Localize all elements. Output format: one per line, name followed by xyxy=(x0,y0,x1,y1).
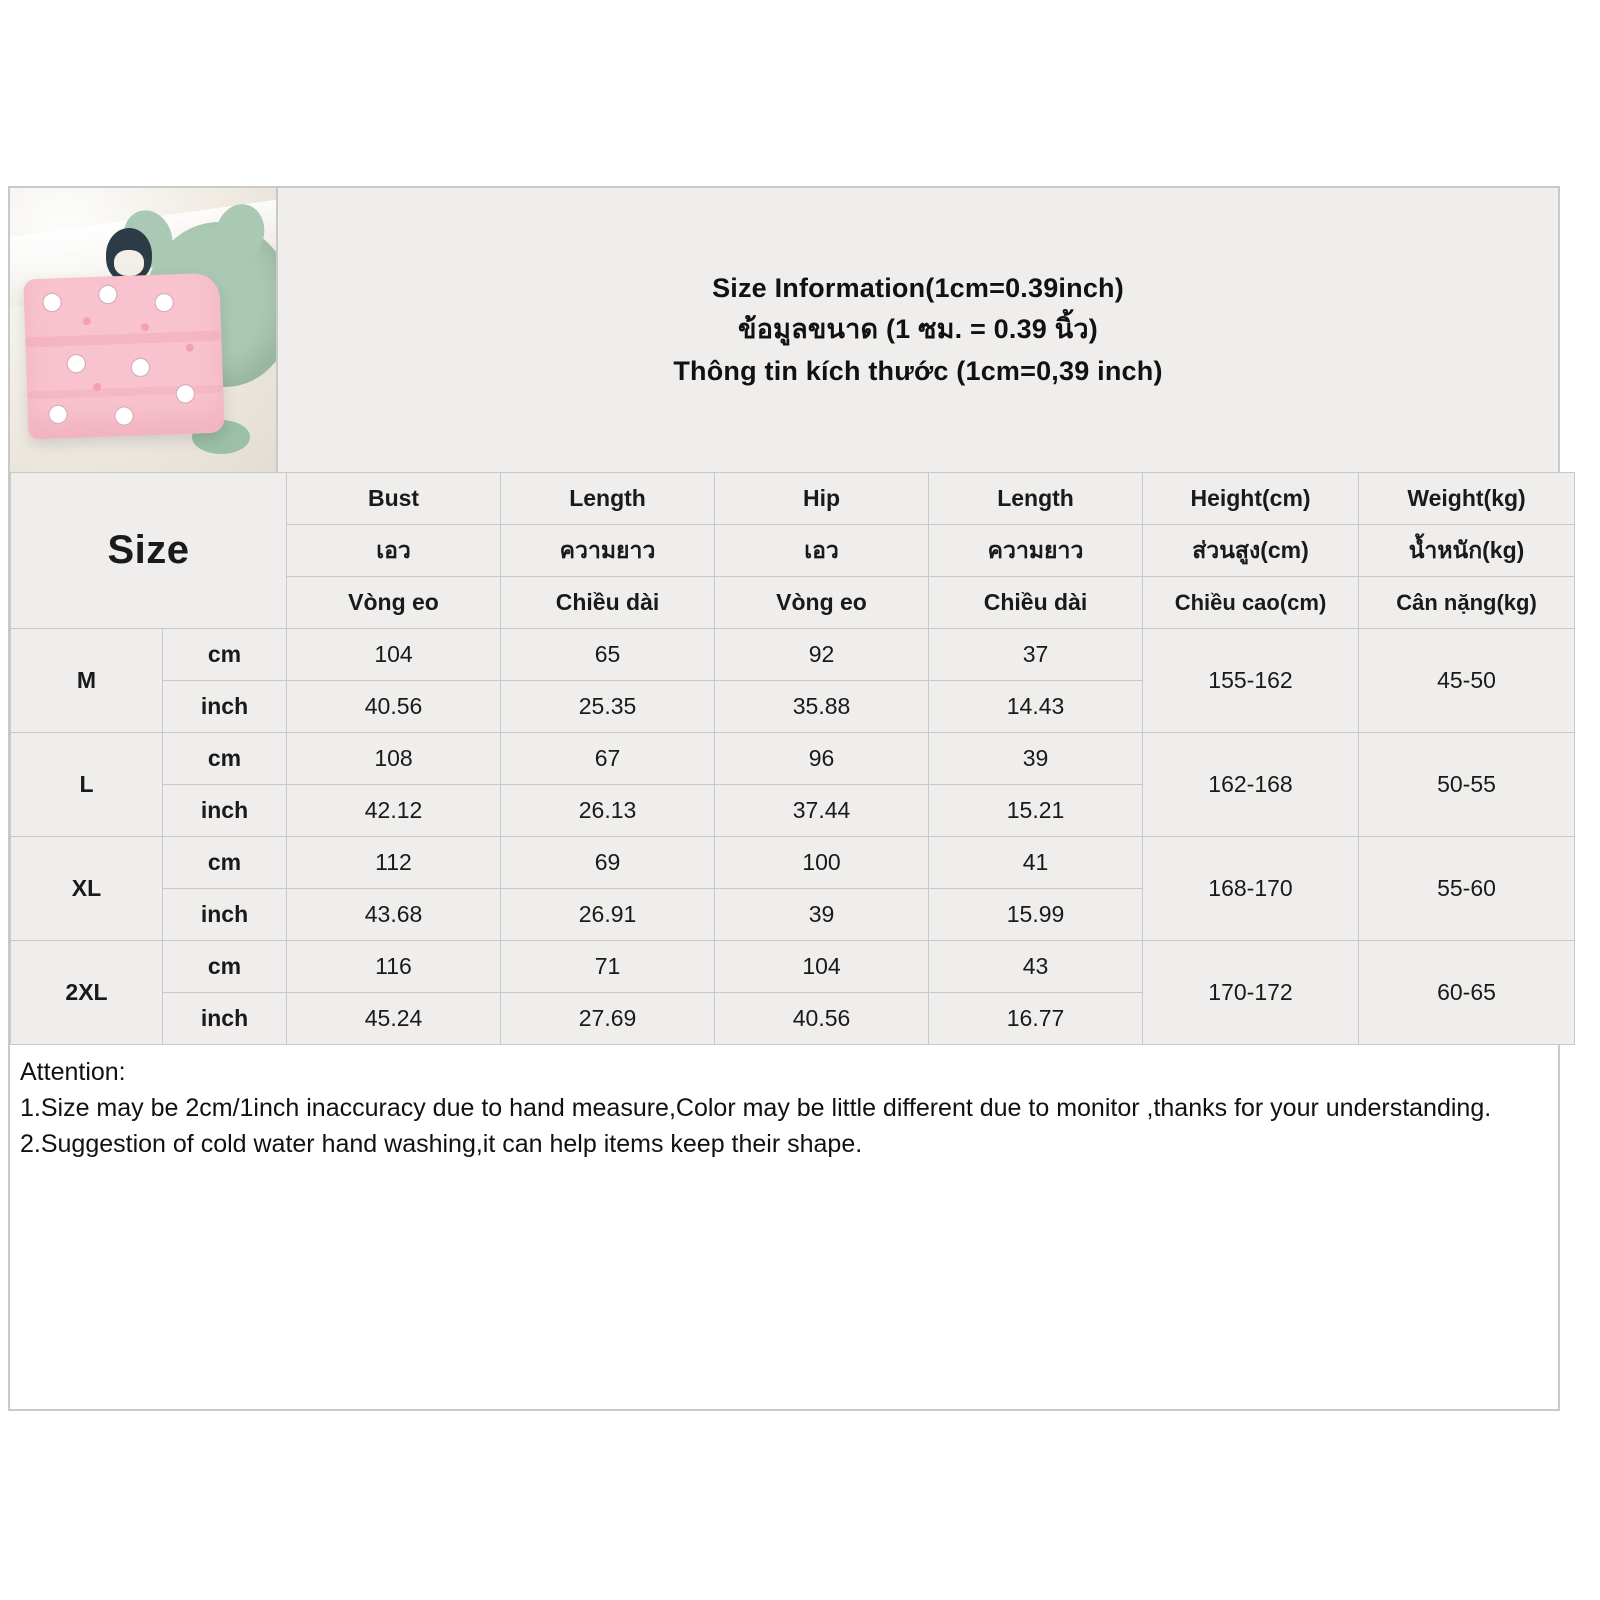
col-header-length2-vi: Chiều dài xyxy=(929,577,1143,629)
print-dot xyxy=(83,317,91,325)
col-header-bust-vi: Vòng eo xyxy=(287,577,501,629)
print-motif xyxy=(98,284,119,305)
col-header-length1-en: Length xyxy=(501,473,715,525)
cell-bust-cm: 104 xyxy=(287,629,501,681)
row-size-label-l: L xyxy=(11,733,163,837)
col-header-length1-th: ความยาว xyxy=(501,525,715,577)
cell-length1-inch: 27.69 xyxy=(501,993,715,1045)
cell-length2-inch: 14.43 xyxy=(929,681,1143,733)
title-line-th: ข้อมูลขนาด (1 ซม. = 0.39 นิ้ว) xyxy=(738,314,1098,345)
row-unit-cm: cm xyxy=(163,733,287,785)
cell-bust-cm: 112 xyxy=(287,837,501,889)
cell-length2-inch: 16.77 xyxy=(929,993,1143,1045)
cell-length2-cm: 39 xyxy=(929,733,1143,785)
cell-length1-cm: 69 xyxy=(501,837,715,889)
col-header-weight-vi: Cân nặng(kg) xyxy=(1359,577,1575,629)
col-header-bust-en: Bust xyxy=(287,473,501,525)
cell-weight-2xl: 60-65 xyxy=(1359,941,1575,1045)
cell-hip-cm: 100 xyxy=(715,837,929,889)
print-motif xyxy=(130,357,151,378)
cell-hip-inch: 39 xyxy=(715,889,929,941)
cell-bust-inch: 40.56 xyxy=(287,681,501,733)
col-header-height-en: Height(cm) xyxy=(1143,473,1359,525)
row-unit-cm: cm xyxy=(163,941,287,993)
attention-line-2: 2.Suggestion of cold water hand washing,it can help items keep their shape. xyxy=(20,1130,863,1158)
col-header-hip-en: Hip xyxy=(715,473,929,525)
print-dot xyxy=(186,344,194,352)
cell-weight-m: 45-50 xyxy=(1359,629,1575,733)
folded-garment xyxy=(23,273,224,440)
col-header-height-th: ส่วนสูง(cm) xyxy=(1143,525,1359,577)
row-unit-cm: cm xyxy=(163,629,287,681)
cell-weight-l: 50-55 xyxy=(1359,733,1575,837)
cell-bust-cm: 116 xyxy=(287,941,501,993)
cell-length1-inch: 26.13 xyxy=(501,785,715,837)
table-row xyxy=(11,941,1575,993)
product-photo xyxy=(10,188,278,472)
title-line-en: Size Information(1cm=0.39inch) xyxy=(712,273,1124,304)
cell-hip-cm: 104 xyxy=(715,941,929,993)
row-unit-cm: cm xyxy=(163,837,287,889)
row-unit-inch: inch xyxy=(163,993,287,1045)
cell-bust-inch: 45.24 xyxy=(287,993,501,1045)
print-motif xyxy=(175,384,196,405)
cell-length1-cm: 71 xyxy=(501,941,715,993)
doll-figure xyxy=(106,228,152,282)
cell-hip-cm: 96 xyxy=(715,733,929,785)
title-line-vi: Thông tin kích thước (1cm=0,39 inch) xyxy=(673,355,1163,386)
cell-weight-xl: 55-60 xyxy=(1359,837,1575,941)
cell-length2-cm: 41 xyxy=(929,837,1143,889)
cell-length2-cm: 43 xyxy=(929,941,1143,993)
cell-length1-inch: 26.91 xyxy=(501,889,715,941)
cell-length2-inch: 15.99 xyxy=(929,889,1143,941)
print-motif xyxy=(48,404,69,425)
row-unit-inch: inch xyxy=(163,681,287,733)
print-dot xyxy=(141,323,149,331)
cell-height-l: 162-168 xyxy=(1143,733,1359,837)
row-size-label-xl: XL xyxy=(11,837,163,941)
col-header-weight-en: Weight(kg) xyxy=(1359,473,1575,525)
print-motif xyxy=(42,292,63,313)
cell-length1-cm: 67 xyxy=(501,733,715,785)
col-header-length2-th: ความยาว xyxy=(929,525,1143,577)
cell-hip-inch: 37.44 xyxy=(715,785,929,837)
table-row xyxy=(11,733,1575,785)
cell-length1-cm: 65 xyxy=(501,629,715,681)
col-header-length2-en: Length xyxy=(929,473,1143,525)
row-unit-inch: inch xyxy=(163,889,287,941)
cell-length2-inch: 15.21 xyxy=(929,785,1143,837)
col-header-length1-vi: Chiều dài xyxy=(501,577,715,629)
table-row xyxy=(11,629,1575,681)
cell-length1-inch: 25.35 xyxy=(501,681,715,733)
row-size-label-2xl: 2XL xyxy=(11,941,163,1045)
attention-heading: Attention: xyxy=(20,1058,126,1086)
print-motif xyxy=(66,353,87,374)
row-size-label-m: M xyxy=(11,629,163,733)
cell-bust-cm: 108 xyxy=(287,733,501,785)
row-unit-inch: inch xyxy=(163,785,287,837)
title-block xyxy=(278,188,1558,472)
cell-bust-inch: 43.68 xyxy=(287,889,501,941)
table-header-row-en xyxy=(11,473,1575,525)
print-motif xyxy=(114,406,135,427)
attention-line-1: 1.Size may be 2cm/1inch inaccuracy due to hand measure,Color may be little different due to monitor ,thanks for your understanding. xyxy=(20,1094,1492,1122)
cell-bust-inch: 42.12 xyxy=(287,785,501,837)
table-row xyxy=(11,837,1575,889)
size-header-cell xyxy=(11,473,287,629)
size-chart-sheet xyxy=(8,186,1560,1411)
col-header-hip-th: เอว xyxy=(715,525,929,577)
cell-hip-cm: 92 xyxy=(715,629,929,681)
col-header-bust-th: เอว xyxy=(287,525,501,577)
cell-height-xl: 168-170 xyxy=(1143,837,1359,941)
cell-hip-inch: 35.88 xyxy=(715,681,929,733)
col-header-height-vi: Chiều cao(cm) xyxy=(1143,577,1359,629)
col-header-hip-vi: Vòng eo xyxy=(715,577,929,629)
cell-height-2xl: 170-172 xyxy=(1143,941,1359,1045)
cell-hip-inch: 40.56 xyxy=(715,993,929,1045)
col-header-weight-th: น้ำหนัก(kg) xyxy=(1359,525,1575,577)
cell-height-m: 155-162 xyxy=(1143,629,1359,733)
size-table xyxy=(10,472,1575,1045)
print-motif xyxy=(154,292,175,313)
size-header-label: Size xyxy=(107,528,190,572)
header-band xyxy=(10,188,1558,472)
attention-block xyxy=(10,1045,1558,1161)
cell-length2-cm: 37 xyxy=(929,629,1143,681)
